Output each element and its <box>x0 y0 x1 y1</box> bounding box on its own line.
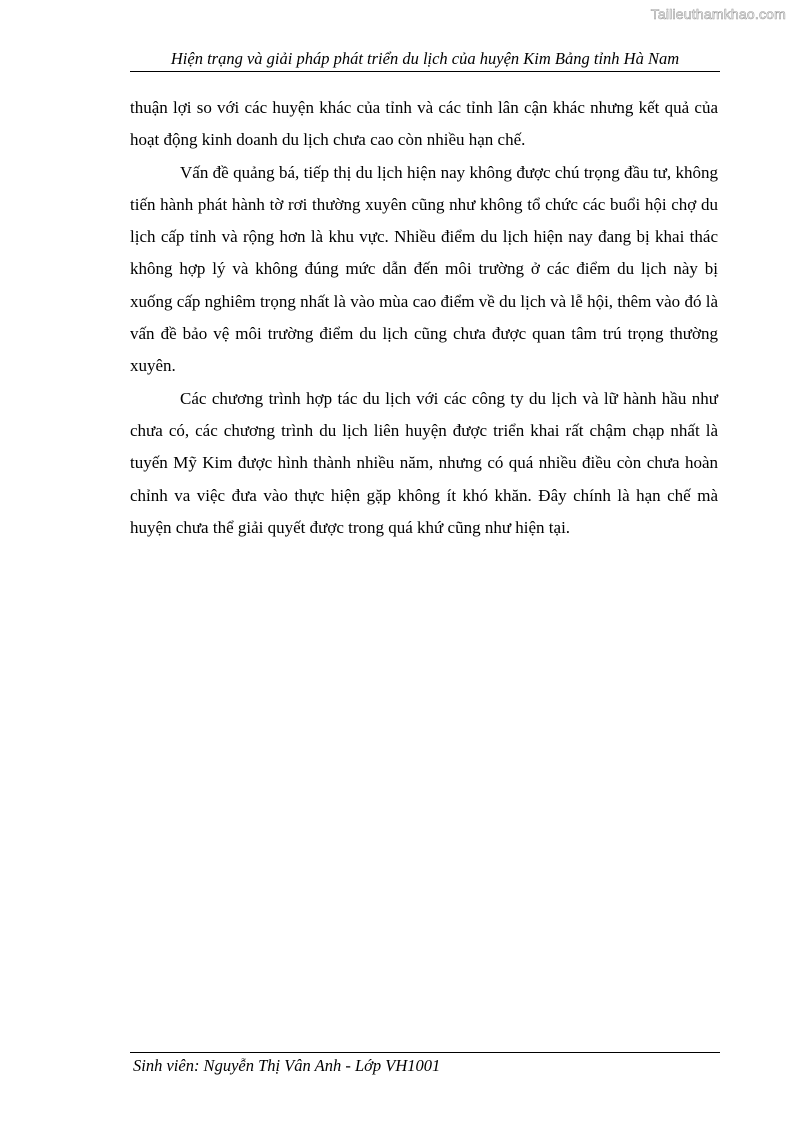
footer-divider <box>130 1052 720 1053</box>
running-header: Hiện trạng và giải pháp phát triển du lịch của huyện Kim Bảng tỉnh Hà Nam <box>170 49 680 68</box>
watermark: Tailieuthamkhao.com <box>650 6 786 22</box>
header-divider <box>130 71 720 72</box>
paragraph-continued: thuận lợi so với các huyện khác của tỉnh và các tỉnh lân cận khác nhưng kết quả của hoạt động kinh doanh du lịch chưa cao còn nhiều hạn chế. <box>130 98 718 150</box>
body-text <box>130 92 718 544</box>
footer-author: Sinh viên: Nguyễn Thị Vân Anh - Lớp VH1001 <box>133 1056 441 1075</box>
paragraph-cooperation: Các chương trình hợp tác du lịch với các công ty du lịch và lữ hành hầu như chưa có, các chương trình du lịch liên huyện được triển khai rất chậm chạp nhất là tuyến Mỹ Kim được hình thành nhiều năm, nhưng có quá nhiều điều còn chưa hoàn chỉnh va việc đưa vào thực hiện gặp không ít khó khăn. Đây chính là hạn chế mà huyện chưa thể giải quyết được trong quá khứ cũng như hiện tại. <box>130 388 718 537</box>
paragraph-marketing: Vấn đề quảng bá, tiếp thị du lịch hiện nay không được chú trọng đầu tư, không tiến hành phát hành tờ rơi thường xuyên cũng như không tổ chức các buổi hội chợ du lịch cấp tỉnh và rộng hơn là khu vực. Nhiều điểm du lịch hiện nay đang bị khai thác không hợp lý và không đúng mức dẫn đến môi trường ở các điểm du lịch này bị xuống cấp nghiêm trọng nhất là vào mùa cao điểm về du lịch và lễ hội, thêm vào đó là vấn đề bảo vệ môi trường điểm du lịch cũng chưa được quan tâm trú trọng thường xuyên. <box>130 162 718 376</box>
